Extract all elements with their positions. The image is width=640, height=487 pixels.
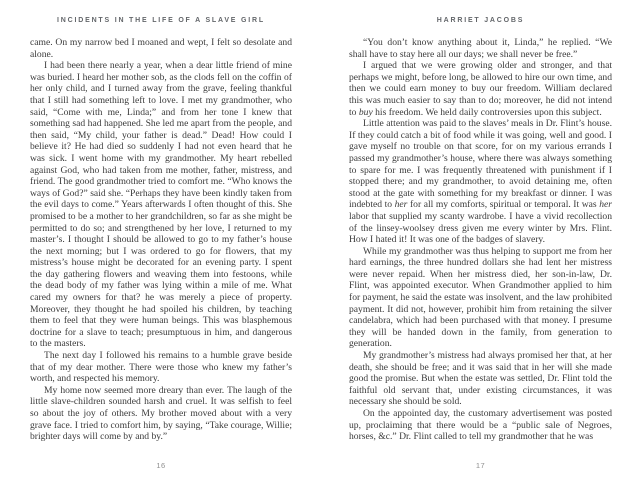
page-number-left: 16 [156, 461, 166, 470]
paragraph [30, 350, 292, 385]
text-run: My grandmother’s mistress had always promised her that, at her death, she should be free; and it was said that in her will she made good the promise. But when the estate was settled, Dr. Flint told the faithful old servant that, under existing circumstances, it was necessary she should be sold. [349, 350, 612, 408]
text-run: The next day I followed his remains to a humble grave beside that of my dear mother. There were those who knew my father’s worth, and respected his memory. [30, 350, 292, 385]
italic-text-run: her [599, 199, 612, 211]
text-run: While my grandmother was thus helping to support me from her hard earnings, the three hundred dollars she had lent her mistress were never repaid. When her mistress died, her son-in-law, Dr. Flint, was appointed executor. When Grandmother applied to him for payment, he said the estate was insolvent, and the law prohibited payment. It did not, however, prohibit him from retaining the silver candelabra, which had been purchased with that money. I presume they will be handed down in the family, from generation to generation. [349, 245, 612, 350]
page-left [30, 0, 292, 487]
paragraph [349, 60, 612, 118]
running-header-book-title: INCIDENTS IN THE LIFE OF A SLAVE GIRL [57, 17, 265, 24]
page-body-left [30, 37, 292, 443]
page-body-right [349, 37, 612, 443]
text-run: “You don’t know anything about it, Linda,” he replied. “We shall have to stay here all our days; we shall never be free.” [349, 37, 612, 60]
text-run: My home now seemed more dreary than ever. The laugh of the little slave-children sounded harsh and cruel. It was selfish to feel so about the joy of others. My brother moved about with a very grave face. I tried to comfort him, by saying, “Take courage, Willie; brighter days will come by and by.” [30, 384, 292, 443]
paragraph [30, 37, 292, 60]
italic-text-run: her [394, 199, 408, 211]
page-number-right: 17 [475, 461, 486, 470]
page-right [349, 0, 612, 487]
running-header-author-name: HARRIET JACOBS [436, 17, 525, 24]
text-run: On the appointed day, the customary advertisement was posted up, proclaiming that there would be a “public sale of Negroes, horses, &c.” Dr. Flint called to tell my grandmother that he was [349, 408, 612, 443]
text-run: labor that supplied my scanty wardrobe. I have a vivid recollection of the linsey-woolsey dress given me every winter by Mrs. Flint. How I hated it! It was one of the badges of slavery. [349, 210, 612, 246]
text-run: Little attention was paid to the slaves’ meals in Dr. Flint’s house. If they could catch a bit of food while it was going, well and good. I gave myself no trouble on that score, for on my various errands I passed my grandmother’s house, where there was always something to spare for me. I was frequently threatened with punishment if I stopped there; and my grandmother, to avoid detaining me, often stood at the gate with something for my breakfast or dinner. I was indebted to [349, 118, 612, 211]
text-run: came. On my narrow bed I moaned and wept, I felt so desolate and alone. [30, 37, 292, 60]
italic-text-run: buy [358, 106, 373, 118]
text-run: his freedom. We held daily controversies upon this subject. [372, 106, 602, 118]
paragraph [349, 118, 612, 246]
text-run: I argued that we were growing older and stronger, and that perhaps we might, before long, be allowed to hire our own time, and then we could earn money to buy our freedom. William declared this was much easier to say than to do; moreover, he did not intend to [349, 60, 612, 118]
paragraph [349, 350, 612, 408]
paragraph [30, 385, 292, 443]
paragraph [30, 60, 292, 350]
paragraph [349, 37, 612, 60]
text-run: for all my comforts, spiritual or temporal. It was [407, 199, 600, 211]
paragraph [349, 408, 612, 443]
paragraph [349, 246, 612, 350]
text-run: I had been there nearly a year, when a dear little friend of mine was buried. I heard her mother sob, as the clods fell on the coffin of her only child, and I turned away from the grave, feeling thankful that I still had something left to love. I met my grandmother, who said, “Come with me, Linda;” and from her tone I knew that something sad had happened. She led me apart from the people, and then said, “My child, your father is dead.” Dead! How could I believe it? He had died so suddenly I had not even heard that he was sick. I went home with my grandmother. My heart rebelled against God, who had taken from me mother, father, mistress, and friend. The good grandmother tried to comfort me. “Who knows the ways of God?” said she. “Perhaps they have been kindly taken from the evil days to come.” Years afterwards I often thought of this. She promised to be a mother to her grandchildren, so far as she might be permitted to do so; and strengthened by her love, I returned to my master’s. I thought I should be allowed to go to my father’s house the next morning; but I was ordered to go for flowers, that my mistress’s house might be decorated for an evening party. I spent the day gathering flowers and weaving them into festoons, while the dead body of my father was lying within a mile of me. What cared my owners for that? he was merely a piece of property. Moreover, they thought he had spoiled his children, by teaching them to feel that they were human beings. This was blasphemous doctrine for a slave to teach; presumptuous in him, and dangerous to the masters. [30, 60, 292, 350]
